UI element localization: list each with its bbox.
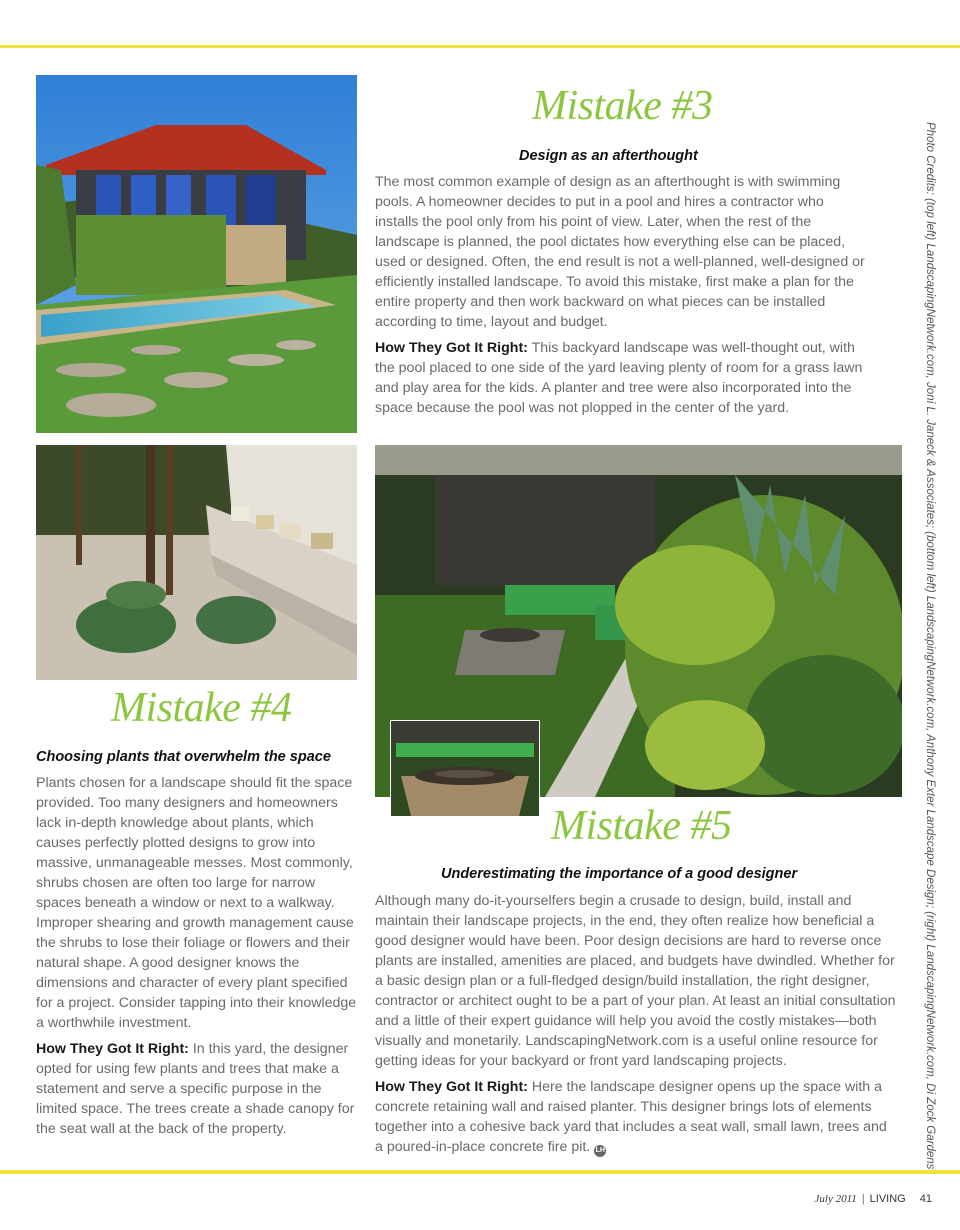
mistake-5-got-it-right-label: How They Got It Right: — [375, 1079, 528, 1095]
mistake-5-subheading: Underestimating the importance of a good designer — [441, 866, 798, 882]
seat-wall-garden-photo — [36, 445, 357, 680]
mistake-3-body — [375, 172, 865, 424]
mistake-3-got-it-right — [375, 338, 865, 418]
mistake-5-got-it-right-text: Here the landscape designer opens up the space with a concrete retaining wall and raised planter. This designer brings lots of elements together into a cohesive back yard that includes a seat wall, small lawn, trees and a poured-in-place concrete fire pit. — [375, 1079, 887, 1155]
mistake-4-got-it-right — [36, 1039, 360, 1139]
mistake-3-subheading: Design as an afterthought — [519, 148, 698, 164]
mistake-4-heading: Mistake #4 — [111, 685, 292, 731]
mistake-4-body — [36, 773, 360, 1145]
fire-pit-inset-photo — [391, 721, 539, 816]
living-end-mark-icon: LH — [594, 1145, 606, 1157]
footer-separator: | — [861, 1193, 865, 1205]
page-footer — [815, 1193, 932, 1205]
photo-credits: Photo Credits: (top left) LandscapingNetwork.com, Joni L. Janeck & Associates; (bottom left) LandscapingNetwork.com, Anthony Exter Landscape Design; (right) LandscapingNetwork.com, Di Zock Gardens — [924, 122, 936, 1170]
mistake-5-body — [375, 891, 897, 1163]
mistake-3-got-it-right-text: This backyard landscape was well-thought out, with the pool placed to one side of the yard leaving plenty of room for a grass lawn and play area for the kids. A planter and tree were also incorporated into the space because the pool was not plopped in the center of the yard. — [375, 340, 863, 416]
mistake-5-paragraph: Although many do-it-yourselfers begin a crusade to design, build, install and maintain their landscape projects, in the end, they often realize how beneficial a good designer would have been. Poor design decisions are hard to reverse once plants are installed, amenities are placed, and budgets have dwindled. Whether for a basic design plan or a full-fledged design/build installation, the right designer, contractor or architect ought to be a part of your plan. At least an initial consultation and a little of their expert guidance will help you avoid the costly mistakes—both visually and monetarily. LandscapingNetwork.com is a useful online resource for getting ideas for your backyard or front yard landscaping projects. — [375, 893, 896, 1069]
mistake-3-got-it-right-label: How They Got It Right: — [375, 340, 528, 356]
mistake-3-heading: Mistake #3 — [532, 83, 713, 129]
footer-page-number: 41 — [919, 1193, 932, 1205]
mistake-4-got-it-right-label: How They Got It Right: — [36, 1041, 189, 1057]
top-rule — [0, 45, 960, 48]
footer-issue-date: July 2011 — [814, 1193, 857, 1205]
mistake-5-got-it-right — [375, 1077, 897, 1157]
mistake-4-got-it-right-text: In this yard, the designer opted for using few plants and trees that make a statement and serve a specific purpose in the limited space. The trees create a shade canopy for the seat wall at the back of the property. — [36, 1041, 355, 1137]
mistake-5-heading: Mistake #5 — [551, 803, 732, 849]
mistake-4-subheading: Choosing plants that overwhelm the space — [36, 749, 331, 765]
mistake-3-paragraph: The most common example of design as an afterthought is with swimming pools. A homeowner decides to put in a pool and hires a contractor who installs the pool only from his point of view. Later, when the rest of the landscape is planned, the pool dictates how everything else can be placed, used or designed. Often, the end result is not a well-planned, well-designed or efficiently installed landscape. To avoid this mistake, first make a plan for the entire property and then work backward on what pieces can be installed according to time, layout and budget. — [375, 174, 865, 330]
footer-magazine-name: LIVING — [869, 1193, 906, 1205]
pool-landscape-photo — [36, 75, 357, 433]
mistake-4-paragraph: Plants chosen for a landscape should fit the space provided. Too many designers and homeowners lack in-depth knowledge about plants, which causes perfectly plotted designs to grow into massive, unmanageable messes. Most commonly, shrubs chosen are often too large for narrow spaces beneath a window or next to a walkway. Improper shearing and growth management cause the shrubs to lose their foliage or flowers and their natural shape. A good designer knows the dimensions and character of every plant specified for a project. Consider tapping into their knowledge a worthwhile investment. — [36, 775, 357, 1031]
bottom-rule — [0, 1170, 960, 1174]
